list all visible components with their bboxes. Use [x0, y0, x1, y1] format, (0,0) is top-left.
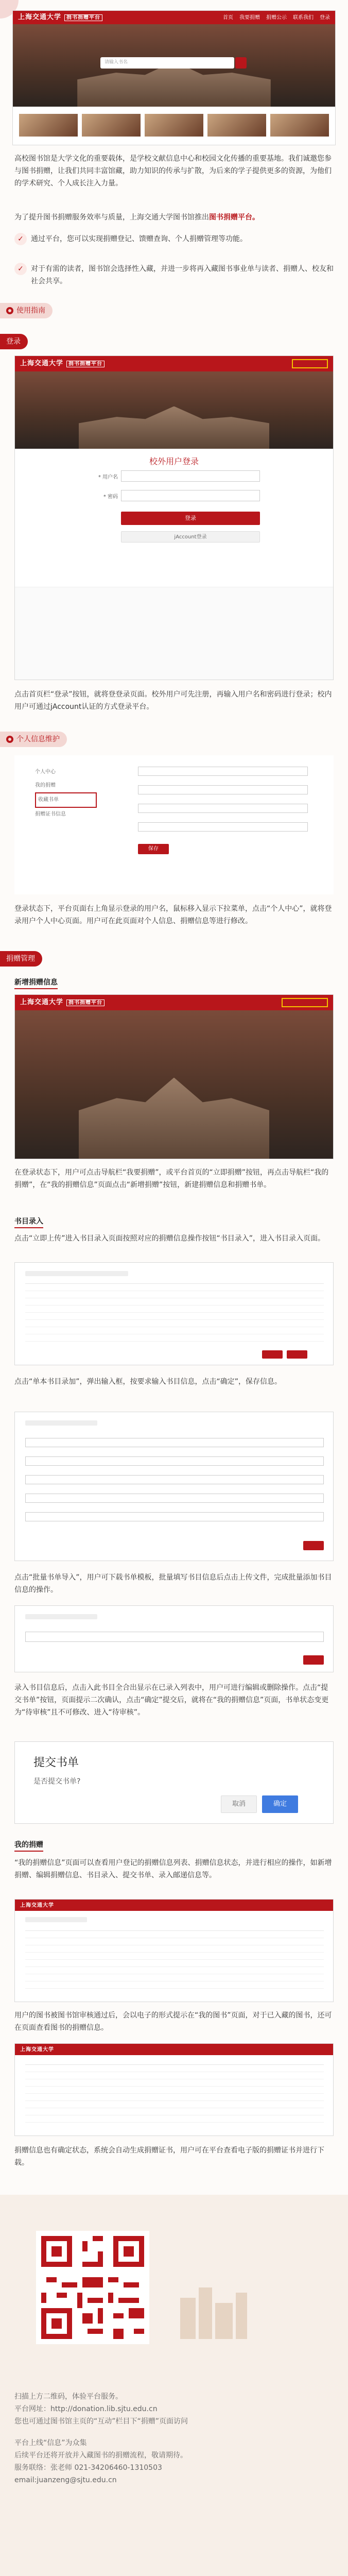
footer-email[interactable]: email:juanzeng@sjtu.edu.cn: [14, 2476, 117, 2484]
intro-paragraph: 高校图书馆是大学文化的重要载体，是学校文献信息中心和校园文化传播的重要基地。我们诚邀您参与图书捐赠，让我们共同丰富馆藏，助力知识的传承与扩散，为后来的学子提供更多的资源，为他们的学术研究、个人成长注入力量。: [14, 155, 332, 188]
new-donation-description: 在登录状态下，用户可点击导航栏“我要捐赠”，或平台首页的“立即捐赠”按钮，再点击导航栏“我的捐赠”，在“我的捐赠信息”页面点击“新增捐赠”按钮，新建捐赠信息和捐赠书单。: [14, 1168, 329, 1189]
feature-card[interactable]: [82, 114, 141, 137]
username-label: * 用户名: [98, 474, 118, 480]
dialog-field[interactable]: [25, 1494, 324, 1503]
my-donations-screenshot: 上海交通大学: [14, 1899, 334, 2002]
login-button[interactable]: 登录: [121, 512, 260, 525]
login-highlight-box: [292, 359, 328, 368]
batch-import-screenshot: [14, 1605, 334, 1672]
qr-code-icon: [36, 2231, 149, 2344]
add-book-button[interactable]: [262, 1350, 283, 1359]
add-book-description: 点击“单本书目录加”，弹出输入框，按要求输入书目信息，点击“确定”，保存信息。: [14, 1378, 282, 1386]
nav-item[interactable]: 首页: [223, 14, 233, 21]
footer-line: 扫描上方二维码，体验平台服务。: [14, 2393, 123, 2401]
homepage-screenshot: [12, 10, 336, 145]
confirm-button[interactable]: 确定: [262, 1795, 298, 1813]
check-icon: ✓: [14, 233, 27, 245]
profile-field[interactable]: [138, 804, 308, 813]
footer-line: 平台上线“信息”为众集: [14, 2439, 87, 2447]
login-description: 点击首页栏“登录”按钮，就将登登录页面。校外用户可先注册，再输入用户名和密码进行登录；校内用户可通过jAccount认证的方式登录平台。: [14, 690, 332, 711]
intro-highlight-paragraph: 为了提升图书捐赠服务效率与质量，上海交通大学图书馆推出图书捐赠平台。: [14, 213, 259, 222]
decorative-books: [170, 2277, 324, 2339]
nav-item[interactable]: 联系我们: [293, 14, 314, 21]
my-books-screenshot: 上海交通大学: [14, 2043, 334, 2136]
cancel-button[interactable]: 取消: [221, 1795, 257, 1813]
certificate-description: 捐赠信息也有确定状态，系统会自动生成捐赠证书，用户可在平台查看电子版的捐赠证书并进行下载。: [14, 2146, 324, 2167]
new-donation-screenshot: 上海交通大学 捐书捐赠平台: [14, 994, 334, 1159]
dialog-field[interactable]: [25, 1456, 324, 1466]
username-field[interactable]: [121, 470, 260, 482]
footer-url[interactable]: 平台网址：http://donation.lib.sjtu.edu.cn: [14, 2405, 158, 2413]
profile-field[interactable]: [138, 785, 308, 794]
section-donation-management: 捐赠管理: [0, 951, 42, 967]
batch-import-description: 点击“批量书单导入”，用户可下载书单模板，批量填写书目信息后点击上传文件，完成批量添加书目信息的操作。: [14, 1573, 332, 1594]
add-book-dialog-screenshot: [14, 1412, 334, 1561]
footer-line: 您也可通过图书馆主页的“互动”栏目下“捐赠”页面访问: [14, 2417, 188, 2426]
menu-item[interactable]: 我的捐赠: [35, 783, 56, 788]
feature-card[interactable]: [207, 114, 266, 137]
feature-card[interactable]: [145, 114, 203, 137]
site-logo: 上海交通大学 捐书捐赠平台: [18, 11, 102, 24]
nav-item[interactable]: 我要捐赠: [239, 14, 260, 21]
save-button[interactable]: 保存: [138, 844, 169, 854]
menu-item[interactable]: 收藏书单: [35, 792, 97, 808]
personal-center-screenshot: [14, 755, 334, 894]
search-button[interactable]: [235, 57, 247, 69]
footer-line: 后续平台还将开放并入藏图书的捐赠流程，敬请期待。: [14, 2451, 187, 2460]
feature-cards: [19, 114, 329, 137]
site-nav: [223, 13, 330, 23]
intro-bullet: 通过平台，您可以实现捐赠登记、馈赠查询、个人捐赠管理等功能。: [31, 235, 247, 243]
search-input[interactable]: 请输入书名: [100, 57, 234, 69]
batch-import-button[interactable]: [287, 1350, 307, 1359]
feature-card[interactable]: [19, 114, 78, 137]
menu-item[interactable]: 捐赠证书信息: [35, 811, 66, 817]
ledger-description: 点击“立即上传”进入书目录入页面按照对应的捐赠信息操作按钮“书目录入”，进入书目录入页面。: [14, 1234, 325, 1243]
password-field[interactable]: [121, 490, 260, 501]
dialog-field[interactable]: [25, 1438, 324, 1447]
ledger-screenshot: [14, 1262, 334, 1365]
intro-bullet: 对于有需的读者，图书馆会选择性入藏，并进一步将再入藏图书事业单与读者、捐赠人、校友和社会共享。: [31, 265, 334, 285]
footer-contact: 服务联络：张老师 021-34206460-1310503: [14, 2464, 162, 2472]
menu-item[interactable]: 个人中心: [35, 769, 56, 775]
check-icon: ✓: [14, 263, 27, 275]
my-donations-heading: 我的捐赠: [14, 1839, 43, 1852]
login-dialog-title: 校外用户登录: [149, 456, 199, 466]
new-donation-heading: 新增捐赠信息: [14, 977, 58, 989]
confirm-button[interactable]: [303, 1541, 324, 1550]
upload-button[interactable]: [303, 1655, 324, 1665]
submit-dialog-screenshot: [14, 1741, 334, 1824]
submit-description: 录入书目信息后，点击入此书目全合出显示在已录入列表中，用户可进行编辑或删除操作。点击“提交书单”按钮，页面提示二次确认，点击“确定”提交后，就将在“我的捐赠信息”页面，书单状态变更为“待审核”且不可修改、进入“待审核”。: [14, 1684, 329, 1717]
section-usage-guide: 使用指南: [0, 303, 53, 318]
feature-card[interactable]: [270, 114, 329, 137]
login-screenshot: 上海交通大学 捐书捐赠平台 校外用户登录 * 用户名 * 密码 登录 jAccount登录: [14, 355, 334, 680]
nav-highlight-box: [282, 998, 328, 1007]
mail-description: 用户的图书被图书馆审核通过后，会以电子的形式提示在“我的图书”页面，对于已入藏的图书，还可在页面查看图书的捐赠信息。: [14, 2011, 332, 2032]
password-label: * 密码: [103, 494, 118, 500]
login-link[interactable]: 登录: [320, 14, 330, 21]
personal-description: 登录状态下，平台页面右上角显示登录的用户名，鼠标移入显示下拉菜单，点击“个人中心”，就将登录用户个人中心页面。用户可在此页面对个人信息、捐赠信息等进行修改。: [14, 905, 332, 925]
section-personal-info: 个人信息维护: [0, 732, 67, 747]
ledger-heading: 书目录入: [14, 1216, 43, 1228]
my-donations-description: “我的捐赠信息”页面可以查看用户登记的捐赠信息列表、捐赠信息状态，并进行相应的操作，如新增捐赠、编辑捐赠信息、书目录入、提交书单、录入邮递信息等。: [14, 1859, 332, 1879]
profile-field[interactable]: [138, 822, 308, 832]
submit-dialog-body: 是否提交书单?: [33, 1777, 81, 1786]
jaccount-login-button[interactable]: jAccount登录: [121, 531, 260, 543]
nav-item[interactable]: 捐赠公示: [266, 14, 287, 21]
profile-field[interactable]: [138, 767, 308, 776]
dialog-field[interactable]: [25, 1475, 324, 1484]
dialog-field[interactable]: [25, 1512, 324, 1521]
submit-dialog-title: 提交书单: [33, 1756, 79, 1769]
section-login: 登录: [0, 334, 28, 349]
file-field[interactable]: [25, 1632, 324, 1642]
